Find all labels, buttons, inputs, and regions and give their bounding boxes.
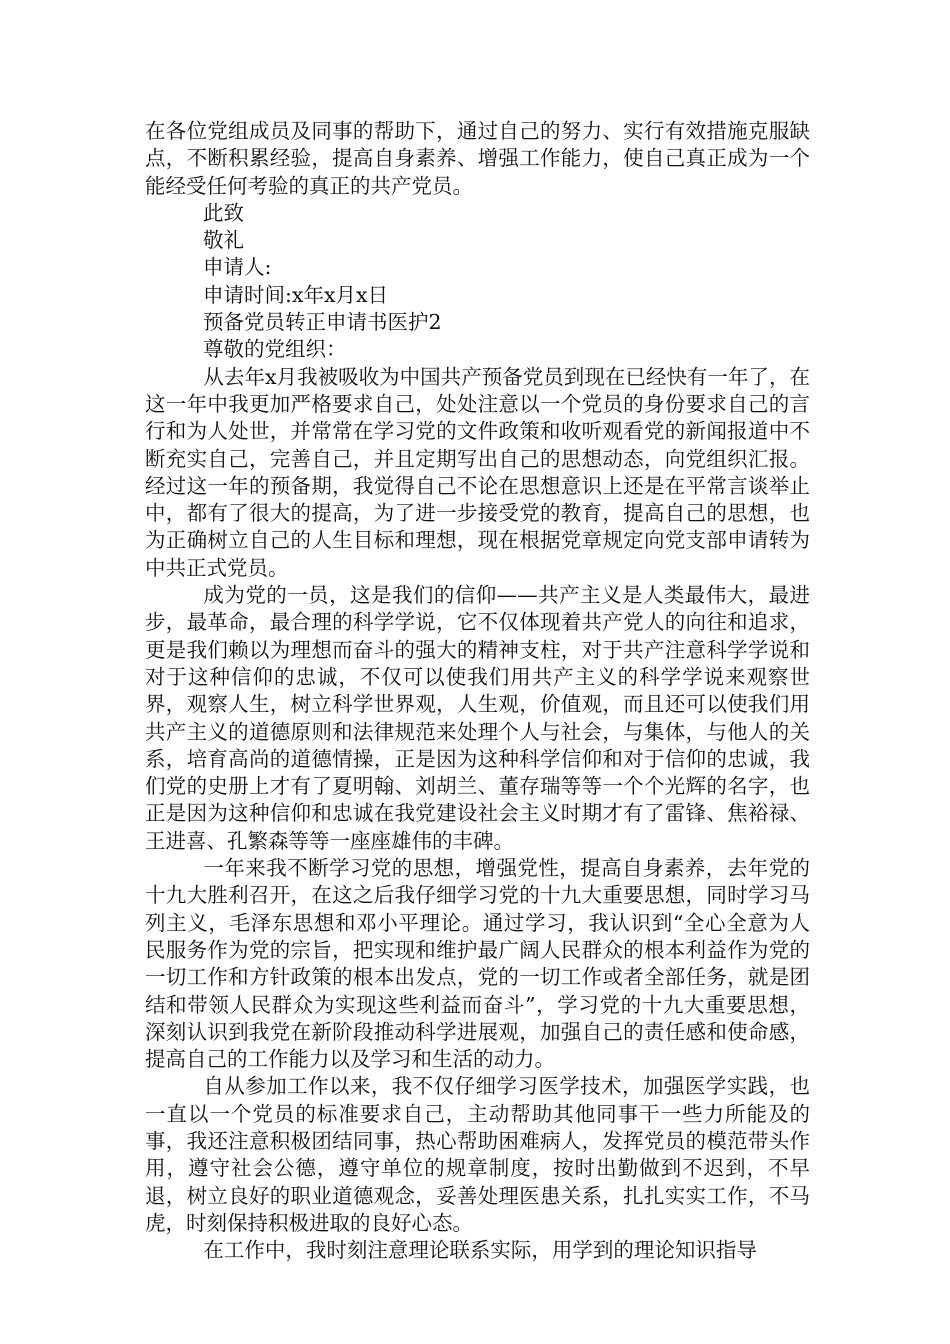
paragraph-0: 在各位党组成员及同事的帮助下，通过自己的努力、实行有效措施克服缺点，不断积累经验，提高自身素养、增强工作能力，使自己真正成为一个能经受任何考验的真正的共产党员。 <box>145 119 810 198</box>
applicant-label: 申请人: <box>203 255 272 280</box>
greeting: 尊敬的党组织： <box>203 337 347 362</box>
paragraph-11: 在工作中，我时刻注意理论联系实际，用学到的理论知识指导 <box>203 1238 757 1263</box>
section-title: 预备党员转正申请书医护2 <box>203 310 442 335</box>
document-page <box>145 118 810 1264</box>
closing-regards: 敬礼 <box>203 228 244 253</box>
application-date: 申请时间:x年x月x日 <box>203 282 389 307</box>
paragraph-9: 一年来我不断学习党的思想，增强党性，提高自身素养，去年党的十九大胜利召开，在这之后我仔细学习党的十九大重要思想，同时学习马列主义，毛泽东思想和邓小平理论。通过学习，我认识到“全心全意为人民服务作为党的宗旨，把实现和维护最广阔人民群众的根本利益作为党的一切工作和方针政策的根本出发点，党的一切工作或者全部任务，就是团结和带领人民群众为实现这些利益而奋斗”，学习党的十九大重要思想，深刻认识到我党在新阶段推动科学进展观，加强自己的责任感和使命感，提高自己的工作能力以及学习和生活的动力。 <box>145 856 810 1072</box>
paragraph-7: 从去年x月我被吸收为中国共产预备党员到现在已经快有一年了，在这一年中我更加严格要求自己，处处注意以一个党员的身份要求自己的言行和为人处世，并常常在学习党的文件政策和收听观看党的新闻报道中不断充实自己，完善自己，并且定期写出自己的思想动态，向党组织汇报。经过这一年的预备期，我觉得自己不论在思想意识上还是在平常言谈举止中，都有了很大的提高，为了进一步接受党的教育，提高自己的思想，也为正确树立自己的人生目标和理想，现在根据党章规定向党支部申请转为中共正式党员。 <box>145 364 810 580</box>
paragraph-10: 自从参加工作以来，我不仅仔细学习医学技术，加强医学实践，也一直以一个党员的标准要求自己，主动帮助其他同事干一些力所能及的事，我还注意积极团结同事，热心帮助困难病人，发挥党员的模范带头作用，遵守社会公德，遵守单位的规章制度，按时出勤做到不迟到，不早退，树立良好的职业道德观念，妥善处理医患关系，扎扎实实工作，不马虎，时刻保持积极进取的良好心态。 <box>145 1074 810 1235</box>
closing-salutation: 此致 <box>203 200 244 225</box>
paragraph-8: 成为党的一员，这是我们的信仰——共产主义是人类最伟大，最进步，最革命，最合理的科学学说，它不仅体现着共产党人的向往和追求，更是我们赖以为理想而奋斗的强大的精神支柱，对于共产注意科学学说和对于这种信仰的忠诚，不仅可以使我们用共产主义的科学学说来观察世界，观察人生，树立科学世界观，人生观，价值观，而且还可以使我们用共产主义的道德原则和法律规范来处理个人与社会，与集体，与他人的关系，培育高尚的道德情操，正是因为这种科学信仰和对于信仰的忠诚，我们党的史册上才有了夏明翰、刘胡兰、董存瑞等等一个个光辉的名字，也正是因为这种信仰和忠诚在我党建设社会主义时期才有了雷锋、焦裕禄、王进喜、孔繁森等等一座座雄伟的丰碑。 <box>145 583 810 853</box>
